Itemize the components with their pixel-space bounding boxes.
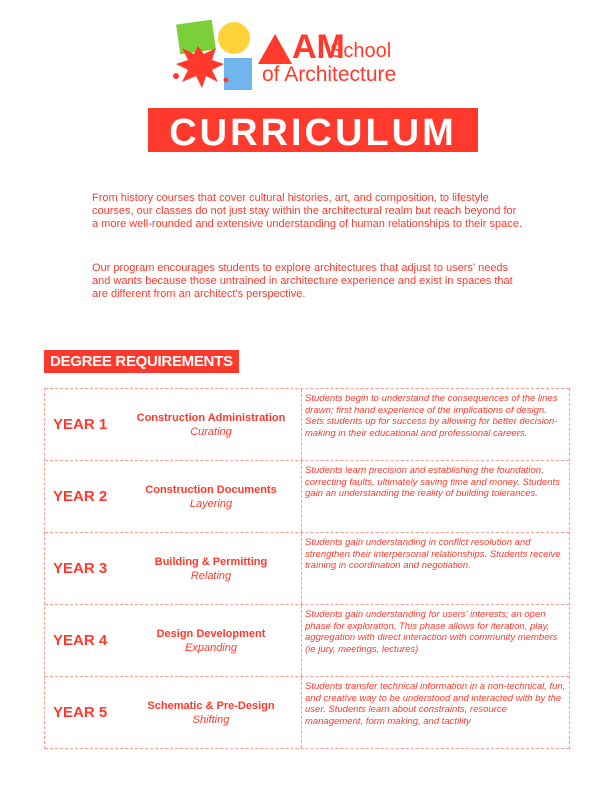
year-label: YEAR 2 xyxy=(53,488,108,505)
course-theme: Relating xyxy=(190,570,232,582)
course-theme: Expanding xyxy=(185,642,237,654)
course-theme: Curating xyxy=(190,426,232,438)
course-name: Design Development xyxy=(156,628,266,640)
column-divider xyxy=(301,461,302,532)
year-label: YEAR 1 xyxy=(53,416,108,433)
course-cell xyxy=(121,627,301,655)
table-row xyxy=(45,460,569,532)
table-row xyxy=(45,604,569,676)
title-text: CURRICULUM xyxy=(169,112,457,154)
intro-paragraph-2: Our program encourages students to explore architectures that adjust to users' needs and wants because those untrained in architecture experience and exist in spaces that are different from an architect's perspective. xyxy=(92,262,513,300)
course-description: Students transfer technical information in a non-technical, fun, and creative way to be understood and interacted with by the user. Students learn about constraints, resource management, form making, and tactility xyxy=(305,681,566,727)
logo-school-text: School xyxy=(330,40,392,62)
course-name: Schematic & Pre-Design xyxy=(147,700,275,712)
table-row xyxy=(45,676,569,749)
degree-requirements-table xyxy=(44,388,570,749)
year-label: YEAR 3 xyxy=(53,560,108,577)
course-name: Construction Documents xyxy=(145,484,277,496)
course-description: Students learn precision and establishing the foundation, correcting faults, ultimately saving time and money. Students gain an understanding the reality of building tolerances. xyxy=(305,465,560,499)
course-theme: Shifting xyxy=(192,714,230,726)
course-name: Construction Administration xyxy=(136,412,286,424)
logo-architecture-text: of Architecture xyxy=(262,63,397,86)
year-label: YEAR 5 xyxy=(53,704,108,721)
course-cell xyxy=(121,483,301,511)
page-title xyxy=(148,100,478,160)
degree-requirements-heading: DEGREE REQUIREMENTS xyxy=(44,350,239,373)
course-cell xyxy=(121,555,301,583)
logo-triangle-icon xyxy=(258,34,292,64)
table-row xyxy=(45,532,569,604)
course-description: Students begin to understand the consequences of the lines drawn; first hand experience of the implications of design. Sets students up for success by allowing for better decision-making in their educational and professional careers. xyxy=(305,393,558,439)
column-divider xyxy=(301,389,302,460)
column-divider xyxy=(301,605,302,676)
year-label: YEAR 4 xyxy=(53,632,108,649)
column-divider xyxy=(301,533,302,604)
course-cell xyxy=(121,411,301,439)
course-theme: Layering xyxy=(189,498,233,510)
course-name: Building & Permitting xyxy=(154,556,268,568)
logo-mark-text: AM xyxy=(292,28,345,66)
course-description: Students gain understanding in conflict resolution and strengthen their interpersonal relationships. Students receive training in coordination and negotiation. xyxy=(305,537,561,571)
intro-paragraph-1: From history courses that cover cultural histories, art, and composition, to lifestyle courses, our classes do not just stay within the architectural realm but reach beyond for a more well-rounded and extensive understanding of human relationships to their space. xyxy=(92,192,522,230)
course-cell xyxy=(121,699,301,727)
paint-splash-logo-icon xyxy=(168,18,264,98)
course-description: Students gain understanding for users' interests; an open phase for exploration. This phase allows for iteration, play, aggregation with direct interaction with community members (ie jury, meetings, lectures) xyxy=(305,609,558,655)
table-row xyxy=(45,388,569,460)
column-divider xyxy=(301,677,302,748)
